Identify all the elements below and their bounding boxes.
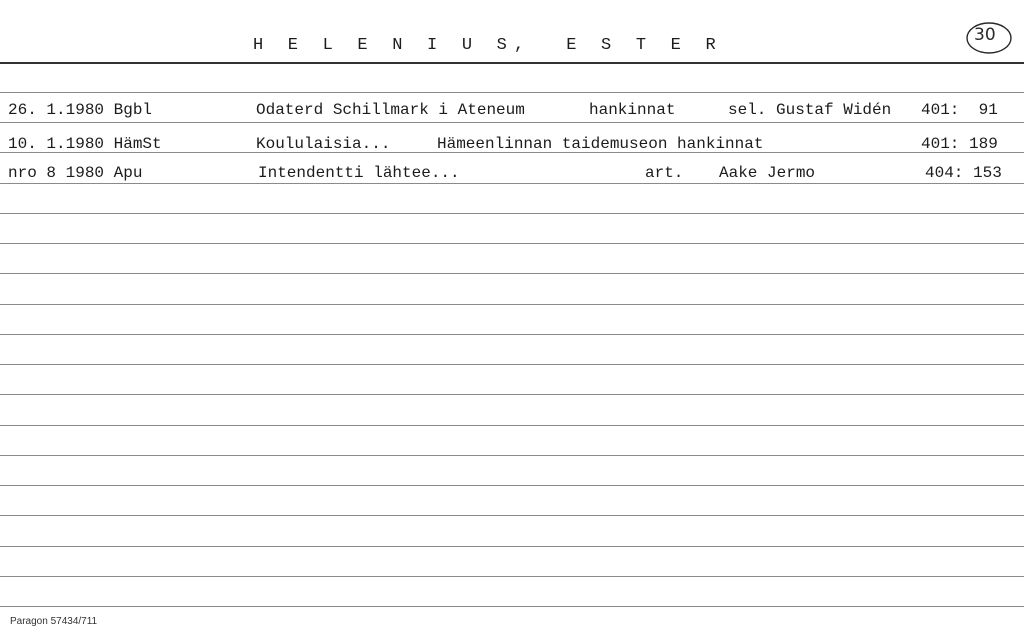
ruled-line [0, 455, 1024, 456]
ruled-line [0, 606, 1024, 607]
card-title: H E L E N I U S, E S T E R [253, 36, 723, 55]
ruled-line [0, 576, 1024, 577]
entry-ref: 401: 189 [921, 135, 998, 153]
ruled-line [0, 425, 1024, 426]
ruled-line [0, 213, 1024, 214]
entry-ref: 401: 91 [921, 101, 998, 119]
entry-topic: Hämeenlinnan taidemuseon hankinnat [437, 135, 764, 153]
ruled-line [0, 183, 1024, 184]
ruled-line [0, 394, 1024, 395]
entry-author: sel. Gustaf Widén [728, 101, 892, 119]
entry-topic: art. [645, 164, 684, 182]
ruled-line [0, 122, 1024, 123]
header-rule [0, 62, 1024, 64]
ruled-line [0, 546, 1024, 547]
ruled-line [0, 334, 1024, 335]
entry-title: Koululaisia... [256, 135, 391, 153]
entry-date-source: nro 8 1980 Apu [8, 164, 143, 182]
entry-date-source: 26. 1.1980 Bgbl [8, 101, 153, 119]
ruled-line [0, 304, 1024, 305]
ruled-line [0, 485, 1024, 486]
entry-title: Intendentti lähtee... [258, 164, 460, 182]
entry-date-source: 10. 1.1980 HämSt [8, 135, 162, 153]
ruled-line [0, 515, 1024, 516]
corner-number: 30 [974, 25, 996, 45]
entry-ref: 404: 153 [925, 164, 1002, 182]
entry-title: Odaterd Schillmark i Ateneum [256, 101, 525, 119]
entry-author: Aake Jermo [719, 164, 816, 182]
ruled-line [0, 92, 1024, 93]
ruled-line [0, 364, 1024, 365]
entry-topic: hankinnat [589, 101, 676, 119]
card-footer: Paragon 57434/711 [10, 616, 98, 627]
ruled-line [0, 243, 1024, 244]
ruled-line [0, 273, 1024, 274]
